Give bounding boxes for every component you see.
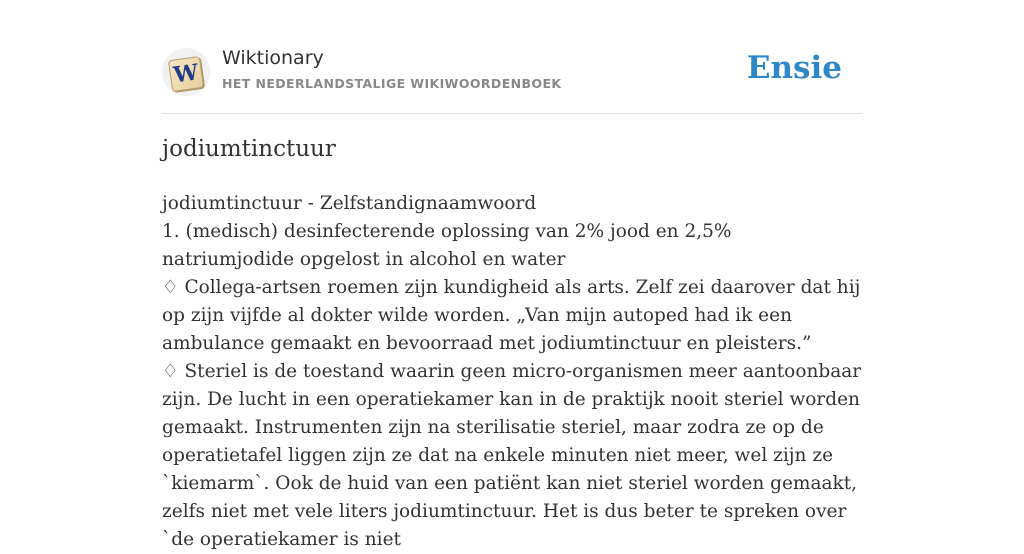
site-title[interactable]: Wiktionary xyxy=(222,47,324,69)
example-quote: ♢ Steriel is de toestand waarin geen micro-organismen meer aantoonbaar zijn. De lucht in een operatiekamer kan in de praktijk nooit steriel worden gemaakt. Instrumenten zijn na sterilisatie steriel, maar zodra ze op de operatietafel liggen zijn ze dat na enkele minuten niet meer, wel zijn ze `kiemarm`. Ook de huid van een patiënt kan niet steriel worden gemaakt, zelfs niet met vele liters jodiumtinctuur. Het is dus beter te spreken over `de operatiekamer is niet xyxy=(162,361,862,550)
definition-line: 1. (medisch) desinfecterende oplossing van 2% jood en 2,5% natriumjodide opgelost in alcohol en water xyxy=(162,221,732,270)
ensie-brand-logo[interactable]: Ensie xyxy=(746,50,842,86)
logo-letter: W xyxy=(171,59,201,89)
page-title: jodiumtinctuur xyxy=(162,136,336,162)
definition-content xyxy=(162,190,862,554)
site-subtitle: HET NEDERLANDSTALIGE WIKIWOORDENBOEK xyxy=(222,76,562,91)
site-header xyxy=(162,44,862,114)
example-quote: ♢ Collega-artsen roemen zijn kundigheid als arts. Zelf zei daarover dat hij op zijn vijfde al dokter wilde worden. „Van mijn autoped had ik een ambulance gemaakt en bevoorraad met jodiumtinctuur en pleisters.” xyxy=(162,277,861,354)
word-type-line: jodiumtinctuur - Zelfstandignaamwoord xyxy=(162,193,537,214)
logo-tile xyxy=(168,56,204,92)
wiktionary-logo-icon[interactable] xyxy=(162,48,210,96)
header-divider xyxy=(162,113,862,114)
